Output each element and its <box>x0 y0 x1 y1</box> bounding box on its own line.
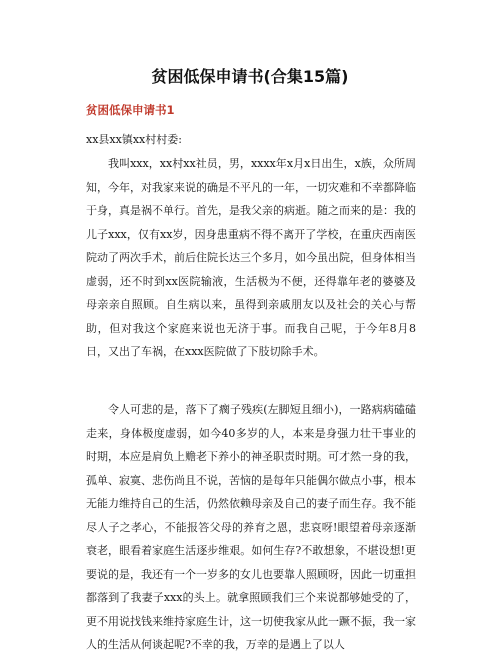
body-paragraph: 令人可悲的是，落下了瘸子残疾(左脚短且细小)，一路病病磕磕走来，身体极度虚弱，如今40多岁的人，本来是身强力壮干事业的时期，本应是肩负上赡老下养小的神圣职责时期。可才然一身的我，孤单、寂寞、悲伤尚且不说，苦恼的是每年只能偶尔做点小事，根本无能力维持自己的生活，仍然依赖母亲及自己的妻子而生存。我不能尽人子之孝心，不能报答父母的养育之恩，悲哀呀!眼望着母亲逐渐衰老，眼看着家庭生活逐步维艰。如何生存?不敢想象，不堪设想!更要说的是，我还有一个一岁多的女儿也要靠人照顾呀，因此一切重担都落到了我妻子xxx的头上。就拿照顾我们三个来说都够她受的了，更不用说找钱来维持家庭生计，这一切使我家从此一蹶不振，我一家人的生活从何谈起呢?不幸的我，万幸的是遇上了以人 <box>86 403 416 651</box>
document-title: 贫困低保申请书(合集15篇) <box>151 67 349 86</box>
section-heading: 贫困低保申请书1 <box>86 103 175 117</box>
salutation: xx县xx镇xx村村委: <box>86 133 182 146</box>
body-paragraph: 我叫xxx，xx村xx社员，男，xxxx年x月x日出生，x族，众所周知，今年，对我家来说的确是不平凡的一年，一切灾难和不幸都降临于身，真是祸不单行。首先，是我父亲的病逝。随之而来的是：我的儿子xxx，仅有xx岁，因身患重病不得不离开了学校，在重庆西南医院动了两次手术，前后住院长达三个多月，如今虽出院，但身体相当虚弱，还不时到xx医院输液，生活极为不便，还得靠年老的婆婆及母亲亲自照顾。自生病以来，虽得到亲戚朋友以及社会的关心与帮助，但对我这个家庭来说也无济于事。而我自己呢，于今年8月8日，又出了车祸，在xxx医院做了下肢切除手术。 <box>86 157 416 358</box>
